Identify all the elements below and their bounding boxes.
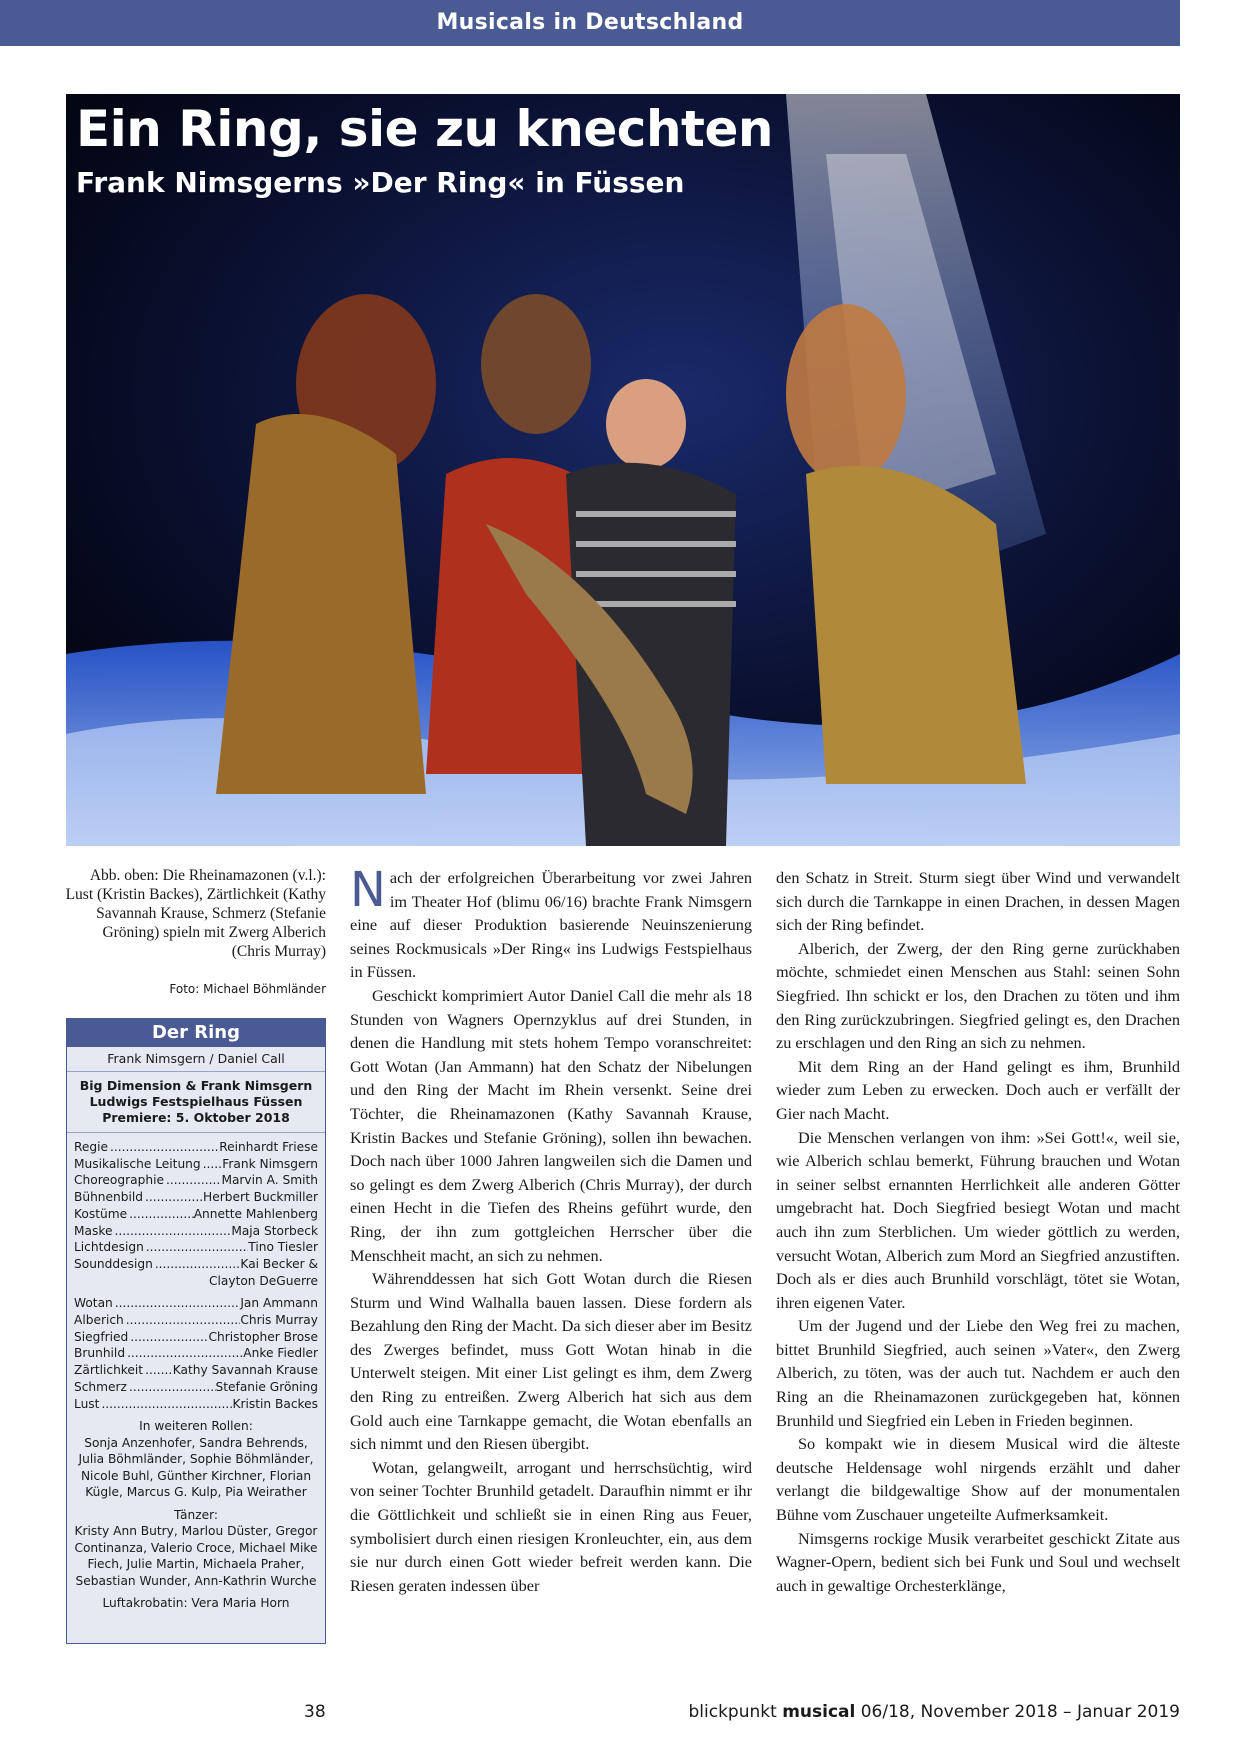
aerial-acrobat: Luftakrobatin: Vera Maria Horn: [102, 1596, 290, 1611]
cast-row: Schmerz ..... Stefanie Gröning: [74, 1379, 318, 1396]
body-paragraph: Um der Jugend und der Liebe den Weg frei zu machen, bittet Brunhild Siegfried, auch seinen »Vater«, den Zwerg Alberich, zu töten, was der auch tut. Nachdem er auch den Ring an die Rheinamazonen zurückgegeben hat, können Brunhild und Siegfried ein Leben in Frieden beginnen.: [776, 1316, 1180, 1430]
credit-row: Choreographie ..... Marvin A. Smith: [74, 1172, 318, 1189]
credit-row: Bühnenbild ..... Herbert Buckmiller: [74, 1189, 318, 1206]
production-venue: Ludwigs Festspielhaus Füssen: [89, 1094, 303, 1109]
cast-row: Lust ..... Kristin Backes: [74, 1396, 318, 1413]
article-subtitle: Frank Nimsgerns »Der Ring« in Füssen: [76, 166, 685, 199]
credit-row: Maske ..... Maja Storbeck: [74, 1223, 318, 1240]
stage-photo: [66, 94, 1180, 846]
article-column-2: [776, 866, 1180, 1597]
body-paragraph: Wotan, gelangweilt, arrogant und herrschsüchtig, wird von seiner Tochter Brunhild getadelt. Daraufhin nimmt er ihr die Göttlichkeit und schließt sie in einen Ring aus Feuer, symbolisiert durch einen riesigen Kronleuchter, ein, aus dem sie nur durch einen Gott wieder befreit werden kann. Die Riesen geraten indessen über: [350, 1457, 752, 1595]
body-paragraph: Währenddessen hat sich Gott Wotan durch die Riesen Sturm und Wind Walhalla bauen lassen. Diese fordern als Bezahlung den Ring der Macht. Da sich dieser aber im Besitz des Zwerges befindet, muss Gott Wotan hinab in die Unterwelt steigen. Mit einer List gelingt es ihm, dem Zwerg den Ring zu entreißen. Zwerg Alberich hat sich aus dem Gold auch eine Tarnkappe gemacht, die Wotan ebenfalls an sich nimmt und den Riesen übergibt.: [350, 1269, 752, 1454]
cast-row: Siegfried ..... Christopher Brose: [74, 1329, 318, 1346]
section-header: Musicals in Deutschland: [0, 0, 1180, 46]
infobox-authors: Frank Nimsgern / Daniel Call: [67, 1047, 325, 1072]
body-paragraph: Die Menschen verlangen von ihm: »Sei Gott!«, weil sie, wie Alberich schlau bemerkt, Führung brauchen und Wotan in seiner selbst ernannten Herrlichkeit alle anderen Götter umgebracht hat. Doch Siegfried besiegt Wotan und macht auch ihn zum Sterblichen. Um wieder göttlich zu werden, versucht Wotan, Alberich zum Mord an Siegfried anzustiften. Doch als er dies auch Brunhild vorschlägt, tötet sie Wotan, ihren eigenen Vater.: [776, 1127, 1180, 1312]
body-paragraph: So kompakt wie in diesem Musical wird die älteste deutsche Heldensage wohl nirgends erzählt und daher verlangt die bildgewaltige Show auf der monumentalen Bühne vom Zuschauer ungeteilte Aufmerksamkeit.: [776, 1434, 1180, 1525]
infobox-production: [67, 1072, 325, 1133]
article-title: Ein Ring, sie zu knechten: [76, 100, 773, 158]
magazine-name-plain: blickpunkt: [688, 1702, 777, 1722]
production-infobox: [66, 1018, 326, 1644]
dancers-label: Tänzer:: [173, 1507, 218, 1522]
dancers-list: Kristy Ann Butry, Marlou Düster, Gregor Continanza, Valerio Croce, Michael Mike Fiech, Julie Martin, Michaela Praher, Sebastian Wunder, Ann-Kathrin Wurche: [74, 1524, 318, 1588]
page-number: 38: [304, 1702, 326, 1722]
body-paragraph: Nimsgerns rockige Musik verarbeitet geschickt Zitate aus Wagner-Opern, bedient sich bei Funk und Soul und wechselt auch in gewaltige Orchesterklänge,: [776, 1528, 1180, 1595]
credit-row: Lichtdesign ..... Tino Tiesler: [74, 1239, 318, 1256]
article-column-1: [350, 862, 752, 1597]
cast-row: Alberich ..... Chris Murray: [74, 1312, 318, 1329]
cast-row: Wotan ..... Jan Ammann: [74, 1295, 318, 1312]
body-paragraph: Mit dem Ring an der Hand gelingt es ihm, Brunhild wieder zum Leben zu erwecken. Doch auch er verfällt der Gier nach Macht.: [776, 1056, 1180, 1123]
photo-credit: Foto: Michael Böhmländer: [169, 982, 326, 996]
magazine-name-bold: musical: [782, 1702, 856, 1722]
infobox-credits: [67, 1133, 325, 1412]
further-roles-label: In weiteren Rollen:: [139, 1419, 253, 1434]
issue-info: 06/18, November 2018 – Januar 2019: [860, 1702, 1180, 1722]
further-roles-list: Sonja Anzenhofer, Sandra Behrends, Julia Böhmländer, Sophie Böhmländer, Nicole Buhl, Günther Kirchner, Florian Kügle, Marcus G. Kulp, Pia Weirather: [78, 1435, 314, 1500]
magazine-footer: [689, 1702, 1181, 1722]
credit-row: Regie ..... Reinhardt Friese: [74, 1139, 318, 1156]
infobox-title: Der Ring: [67, 1019, 325, 1047]
cast-row: Zärtlichkeit ..... Kathy Savannah Krause: [74, 1362, 318, 1379]
credit-continuation: Clayton DeGuerre: [209, 1273, 318, 1288]
credit-row: Musikalische Leitung ..... Frank Nimsgern: [74, 1156, 318, 1173]
photo-caption: Abb. oben: Die Rheinamazonen (v.l.): Lust (Kristin Backes), Zärtlichkeit (Kathy Savannah Krause, Schmerz (Stefanie Gröning) spieln mit Zwerg Alberich (Chris Murray): [65, 867, 326, 960]
credit-row: Kostüme ..... Annette Mahlenberg: [74, 1206, 318, 1223]
cast-row: Brunhild ..... Anke Fiedler: [74, 1345, 318, 1362]
body-paragraph: den Schatz in Streit. Sturm siegt über Wind und verwandelt sich durch die Tarnkappe in einen Drachen, in dessen Magen sich der Ring befindet.: [776, 868, 1180, 935]
body-paragraph: Nach der erfolgreichen Überarbeitung vor zwei Jahren im Theater Hof (blimu 06/16) brachte Frank Nimsgern eine auf dieser Produktion basierende Neuinszenierung seines Rockmusicals »Der Ring« ins Ludwigs Festspielhaus in Füssen.: [350, 862, 752, 982]
production-premiere: Premiere: 5. Oktober 2018: [102, 1110, 290, 1125]
body-paragraph: Alberich, der Zwerg, der den Ring gerne zurückhaben möchte, schmiedet einen Menschen aus Stahl: seinen Sohn Siegfried. Ihn schickt er los, den Drachen zu töten und ihm den Ring zurückzubringen. Siegfried gelingt es, den Drachen zu erschlagen und den Ring an sich zu nehmen.: [776, 938, 1180, 1053]
stage-photo-illustration: [66, 94, 1180, 846]
credit-row: Sounddesign ..... Kai Becker &: [74, 1256, 318, 1273]
body-paragraph: Geschickt komprimiert Autor Daniel Call die mehr als 18 Stunden von Wagners Opernzyklus auf drei Stunden, in denen die Handlung mit stets hohem Tempo voranschreitet: Gott Wotan (Jan Ammann) hat den Schatz der Nibelungen und den Ring der Macht im Rhein versenkt. Seine drei Töchter, die Rheinamazonen (Kathy Savannah Krause, Kristin Backes und Stefanie Gröning), sollen ihn bewachen. Doch nach über 1000 Jahren langweilen sich die Damen und so gelingt es dem Zwerg Alberich (Chris Murray), der durch einen Hecht in die Tiefen des Rheins geführt wurde, den Ring, der ihn zum gottgleichen Herrscher über die Menschheit macht, an sich zu nehmen.: [350, 985, 752, 1265]
drop-cap: N: [350, 862, 386, 918]
production-company: Big Dimension & Frank Nimsgern: [79, 1078, 313, 1093]
